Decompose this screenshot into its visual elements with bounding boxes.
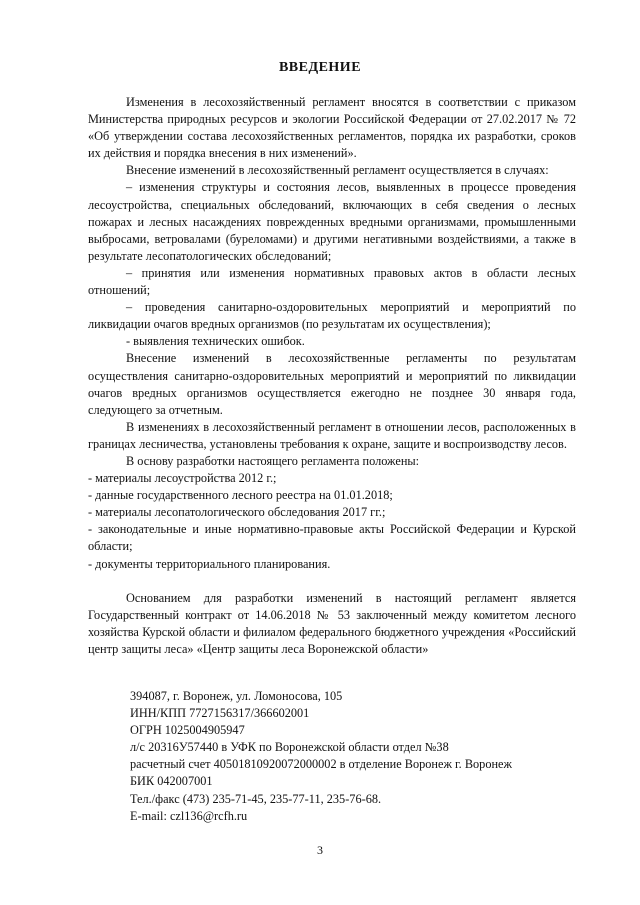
basis-item-forest-registry: - данные государственного лесного реестра на 01.01.2018; — [88, 488, 393, 503]
paragraph-annual-changes: Внесение изменений в лесохозяйственные регламенты по результатам осуществления санитарно-оздоровительных мероприятий и мероприятий по ликвидации очагов вредных организмов осуществляется ежегодно не позднее 30 января года, следующего за отчетным. — [88, 351, 576, 417]
basis-item-legal-acts: - законодательные и иные нормативно-правовые акты Российской Федерации и Курской области; — [88, 522, 576, 554]
paragraph-basis-heading: В основу разработки настоящего регламента положены: — [126, 453, 420, 468]
contact-bik: БИК 042007001 — [130, 774, 213, 789]
contact-address: 394087, г. Воронеж, ул. Ломоносова, 105 — [130, 689, 343, 703]
page-number: 3 — [317, 843, 323, 857]
contact-inn-kpp: ИНН/КПП 7727156317/366602001 — [130, 706, 310, 721]
contact-details — [130, 688, 610, 825]
list-item-structure-changes: – изменения структуры и состояния лесов, выявленных в процессе проведения лесоустройства, специальных обследований, включающих в себя сведения о лесных пожарах и лесных насаждениях поврежденных вредными организмами, промышленными выбросами, ветровалами (буреломами) и другими негативными воздействиями, а также в результате лесопатологических обследований; — [88, 180, 576, 263]
list-item-technical-errors: - выявления технических ошибок. — [126, 334, 305, 349]
basis-item-forest-inventory: - материалы лесоустройства 2012 г.; — [88, 471, 277, 486]
page-title: ВВЕДЕНИЕ — [278, 60, 362, 75]
contact-ogrn: ОГРН 1025004905947 — [130, 723, 245, 738]
basis-item-territorial-planning: - документы территориального планирования. — [88, 556, 331, 571]
paragraph-cases-heading: Внесение изменений в лесохозяйственный регламент осуществляется в случаях: — [126, 163, 549, 178]
paragraph-requirements: В изменениях в лесохозяйственный регламент в отношении лесов, расположенных в границах лесничества, установлены требования к охране, защите и воспроизводству лесов. — [88, 419, 576, 451]
contact-personal-account: л/с 20316У57440 в УФК по Воронежской области отдел №38 — [130, 740, 449, 755]
contact-phone-fax: Тел./факс (473) 235-71-45, 235-77-11, 235-76-68. — [130, 791, 382, 806]
contact-email: E-mail: czl136@rcfh.ru — [130, 808, 248, 823]
paragraph-contract: Основанием для разработки изменений в настоящий регламент является Государственный контракт от 14.06.2018 № 53 заключенный между комитетом лесного хозяйства Курской области и филиалом федерального бюджетного учреждения «Российский центр защиты леса» «Центр защиты леса Воронежской области» — [88, 590, 576, 656]
list-item-sanitary-measures: – проведения санитарно-оздоровительных мероприятий и мероприятий по ликвидации очагов вредных организмов (по результатам их осуществления); — [88, 300, 576, 332]
document-body — [88, 94, 576, 658]
contact-settlement-account: расчетный счет 40501810920072000002 в отделение Воронеж г. Воронеж — [130, 757, 513, 772]
paragraph-intro: Изменения в лесохозяйственный регламент вносятся в соответствии с приказом Министерства природных ресурсов и экологии Российской Федерации от 27.02.2017 № 72 «Об утверждении состава лесохозяйственных регламентов, порядка их разработки, сроков их действия и порядка внесения в них изменений». — [88, 95, 576, 161]
list-item-regulatory-acts: – принятия или изменения нормативных правовых актов в области лесных отношений; — [88, 265, 576, 298]
basis-item-pathology-survey: - материалы лесопатологического обследования 2017 гг.; — [88, 505, 386, 520]
